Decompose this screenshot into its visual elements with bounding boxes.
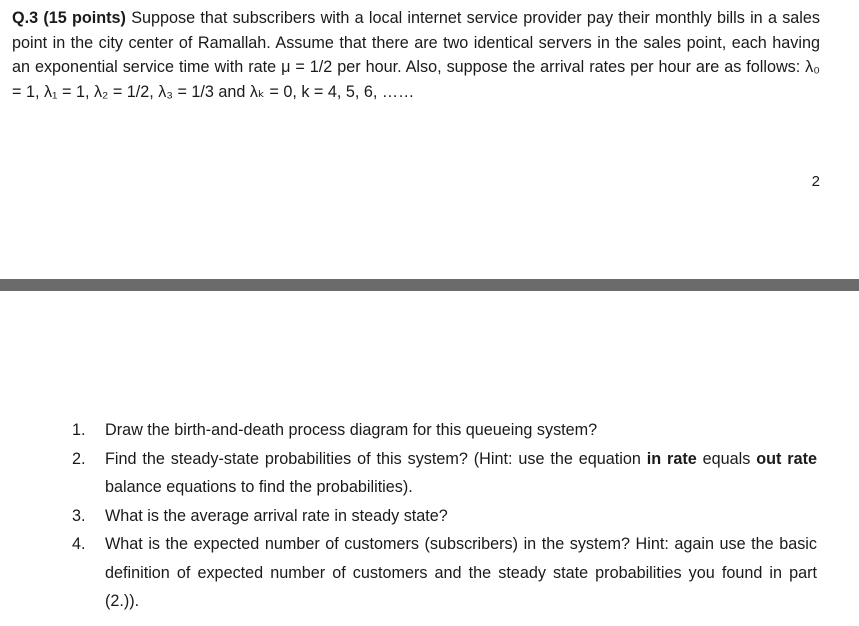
list-item xyxy=(72,502,817,531)
emphasis-in-rate: in rate xyxy=(646,449,697,468)
question-paragraph xyxy=(12,6,820,104)
item-number: 4. xyxy=(72,535,86,553)
question-text: Suppose that subscribers with a local internet service provider pay their monthly bills in a sales point in the city center of Ramallah. Assume that there are two identical servers in the sales point, each having an exponential service time with rate μ = 1/2 per hour. Also, suppose the arrival rates per hour are as follows: λ₀ = 1, λ₁ = 1, λ₂ = 1/2, λ₃ = 1/3 and λₖ = 0, k = 4, 5, 6, …… xyxy=(12,9,820,101)
item-text-part: Find the steady-state probabilities of this system? (Hint: use the equation xyxy=(105,449,647,468)
item-text-part: balance equations to find the probabilities). xyxy=(105,478,413,496)
page-number: 2 xyxy=(811,173,820,190)
item-text: Draw the birth-and-death process diagram for this queueing system? xyxy=(105,421,598,439)
item-text: What is the average arrival rate in steady state? xyxy=(105,506,448,525)
page-divider xyxy=(0,279,859,291)
item-text: What is the expected number of customers (subscribers) in the system? Hint: again use the basic definition of expected number of customers and the steady state probabilities you found in part (2.)). xyxy=(105,535,817,610)
task-list xyxy=(72,416,817,616)
list-item xyxy=(72,530,817,616)
item-number: 3. xyxy=(72,506,86,525)
emphasis-out-rate: out rate xyxy=(756,449,817,468)
list-item xyxy=(72,445,817,502)
item-number: 2. xyxy=(72,449,86,468)
list-item xyxy=(72,416,817,445)
item-text-part: equals xyxy=(696,449,757,468)
item-number: 1. xyxy=(72,421,86,439)
question-label: Q.3 (15 points) xyxy=(12,9,126,27)
